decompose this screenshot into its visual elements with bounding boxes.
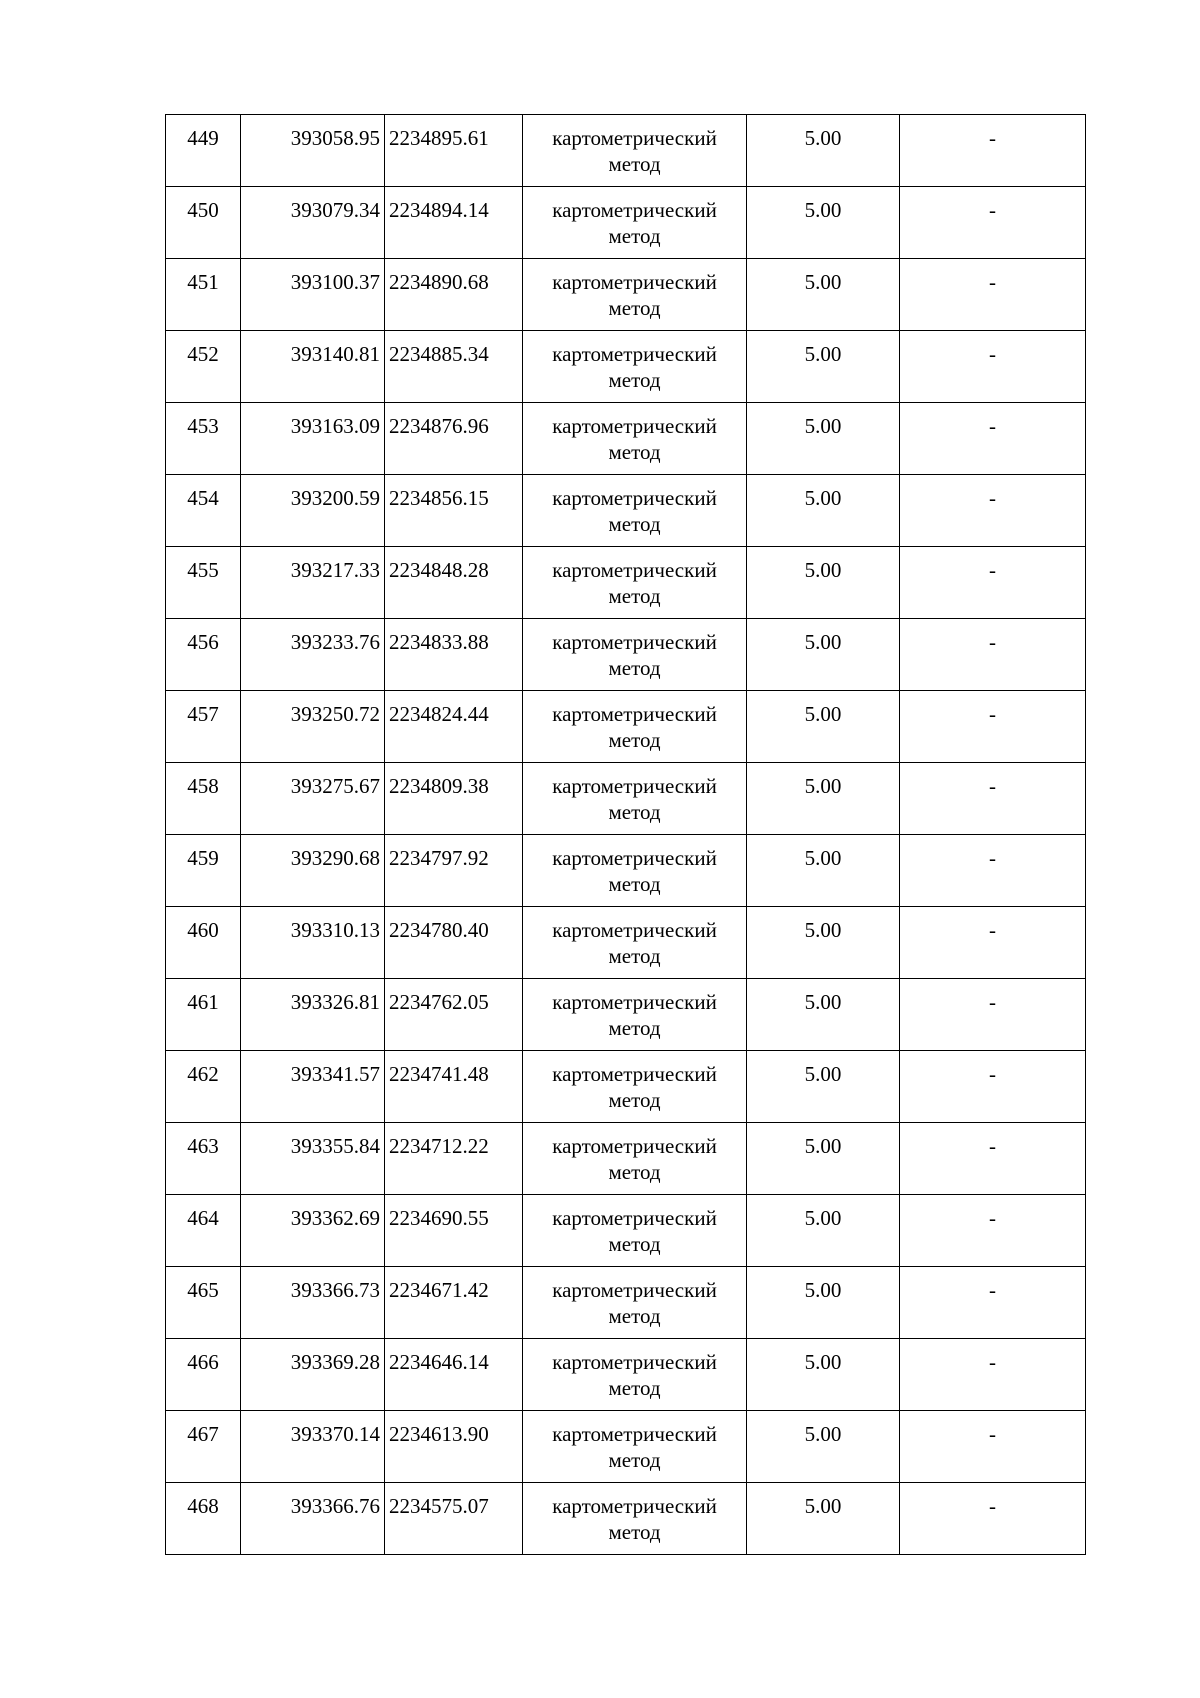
x-coordinate-cell: 393362.69 bbox=[241, 1195, 385, 1267]
extra-cell: - bbox=[900, 475, 1086, 547]
x-coordinate-cell: 393310.13 bbox=[241, 907, 385, 979]
precision-cell: 5.00 bbox=[747, 979, 900, 1051]
x-coordinate-cell: 393290.68 bbox=[241, 835, 385, 907]
method-line-1: картометрический bbox=[552, 342, 717, 366]
extra-cell: - bbox=[900, 331, 1086, 403]
extra-cell: - bbox=[900, 1195, 1086, 1267]
y-coordinate-cell: 2234575.07 bbox=[385, 1483, 523, 1555]
method-line-1: картометрический bbox=[552, 198, 717, 222]
y-coordinate-cell: 2234646.14 bbox=[385, 1339, 523, 1411]
method-cell bbox=[523, 691, 747, 763]
x-coordinate-cell: 393200.59 bbox=[241, 475, 385, 547]
method-line-1: картометрический bbox=[552, 774, 717, 798]
y-coordinate-cell: 2234895.61 bbox=[385, 115, 523, 187]
method-line-1: картометрический bbox=[552, 558, 717, 582]
method-line-1: картометрический bbox=[552, 126, 717, 150]
point-number-cell: 468 bbox=[166, 1483, 241, 1555]
table-row bbox=[166, 1339, 1086, 1411]
table-row bbox=[166, 259, 1086, 331]
method-line-2: метод bbox=[608, 1376, 661, 1400]
method-line-2: метод bbox=[608, 1232, 661, 1256]
method-cell bbox=[523, 1051, 747, 1123]
extra-cell: - bbox=[900, 1051, 1086, 1123]
method-line-1: картометрический bbox=[552, 630, 717, 654]
point-number-cell: 466 bbox=[166, 1339, 241, 1411]
y-coordinate-cell: 2234809.38 bbox=[385, 763, 523, 835]
method-line-2: метод bbox=[608, 800, 661, 824]
x-coordinate-cell: 393250.72 bbox=[241, 691, 385, 763]
precision-cell: 5.00 bbox=[747, 331, 900, 403]
method-line-1: картометрический bbox=[552, 702, 717, 726]
method-cell bbox=[523, 1339, 747, 1411]
y-coordinate-cell: 2234856.15 bbox=[385, 475, 523, 547]
method-cell bbox=[523, 1123, 747, 1195]
method-line-1: картометрический bbox=[552, 1422, 717, 1446]
method-cell bbox=[523, 1411, 747, 1483]
point-number-cell: 453 bbox=[166, 403, 241, 475]
y-coordinate-cell: 2234894.14 bbox=[385, 187, 523, 259]
method-line-2: метод bbox=[608, 728, 661, 752]
method-line-1: картометрический bbox=[552, 486, 717, 510]
point-number-cell: 467 bbox=[166, 1411, 241, 1483]
method-line-2: метод bbox=[608, 512, 661, 536]
table-row bbox=[166, 547, 1086, 619]
method-line-2: метод bbox=[608, 368, 661, 392]
y-coordinate-cell: 2234762.05 bbox=[385, 979, 523, 1051]
point-number-cell: 458 bbox=[166, 763, 241, 835]
table-row bbox=[166, 187, 1086, 259]
method-line-2: метод bbox=[608, 1448, 661, 1472]
point-number-cell: 451 bbox=[166, 259, 241, 331]
y-coordinate-cell: 2234780.40 bbox=[385, 907, 523, 979]
table-row bbox=[166, 691, 1086, 763]
method-cell bbox=[523, 619, 747, 691]
precision-cell: 5.00 bbox=[747, 475, 900, 547]
extra-cell: - bbox=[900, 403, 1086, 475]
point-number-cell: 460 bbox=[166, 907, 241, 979]
table-body bbox=[166, 115, 1086, 1555]
precision-cell: 5.00 bbox=[747, 259, 900, 331]
table-row bbox=[166, 331, 1086, 403]
table-row bbox=[166, 115, 1086, 187]
method-line-1: картометрический bbox=[552, 1278, 717, 1302]
point-number-cell: 452 bbox=[166, 331, 241, 403]
method-line-1: картометрический bbox=[552, 846, 717, 870]
method-cell bbox=[523, 403, 747, 475]
method-cell bbox=[523, 1267, 747, 1339]
point-number-cell: 457 bbox=[166, 691, 241, 763]
precision-cell: 5.00 bbox=[747, 907, 900, 979]
method-cell bbox=[523, 763, 747, 835]
y-coordinate-cell: 2234712.22 bbox=[385, 1123, 523, 1195]
y-coordinate-cell: 2234671.42 bbox=[385, 1267, 523, 1339]
extra-cell: - bbox=[900, 691, 1086, 763]
y-coordinate-cell: 2234890.68 bbox=[385, 259, 523, 331]
x-coordinate-cell: 393275.67 bbox=[241, 763, 385, 835]
point-number-cell: 459 bbox=[166, 835, 241, 907]
method-cell bbox=[523, 331, 747, 403]
point-number-cell: 463 bbox=[166, 1123, 241, 1195]
precision-cell: 5.00 bbox=[747, 1339, 900, 1411]
method-cell bbox=[523, 1483, 747, 1555]
extra-cell: - bbox=[900, 619, 1086, 691]
table-row bbox=[166, 1267, 1086, 1339]
point-number-cell: 462 bbox=[166, 1051, 241, 1123]
x-coordinate-cell: 393233.76 bbox=[241, 619, 385, 691]
extra-cell: - bbox=[900, 907, 1086, 979]
method-line-2: метод bbox=[608, 872, 661, 896]
table-row bbox=[166, 1195, 1086, 1267]
extra-cell: - bbox=[900, 259, 1086, 331]
method-line-2: метод bbox=[608, 1016, 661, 1040]
method-cell bbox=[523, 115, 747, 187]
point-number-cell: 456 bbox=[166, 619, 241, 691]
y-coordinate-cell: 2234824.44 bbox=[385, 691, 523, 763]
method-line-1: картометрический bbox=[552, 270, 717, 294]
x-coordinate-cell: 393326.81 bbox=[241, 979, 385, 1051]
method-line-2: метод bbox=[608, 296, 661, 320]
table-row bbox=[166, 979, 1086, 1051]
x-coordinate-cell: 393370.14 bbox=[241, 1411, 385, 1483]
precision-cell: 5.00 bbox=[747, 1051, 900, 1123]
table-row bbox=[166, 1483, 1086, 1555]
y-coordinate-cell: 2234876.96 bbox=[385, 403, 523, 475]
x-coordinate-cell: 393140.81 bbox=[241, 331, 385, 403]
extra-cell: - bbox=[900, 1267, 1086, 1339]
table-row bbox=[166, 907, 1086, 979]
point-number-cell: 455 bbox=[166, 547, 241, 619]
y-coordinate-cell: 2234833.88 bbox=[385, 619, 523, 691]
extra-cell: - bbox=[900, 1339, 1086, 1411]
y-coordinate-cell: 2234797.92 bbox=[385, 835, 523, 907]
method-cell bbox=[523, 907, 747, 979]
x-coordinate-cell: 393163.09 bbox=[241, 403, 385, 475]
x-coordinate-cell: 393369.28 bbox=[241, 1339, 385, 1411]
extra-cell: - bbox=[900, 763, 1086, 835]
x-coordinate-cell: 393058.95 bbox=[241, 115, 385, 187]
method-line-1: картометрический bbox=[552, 414, 717, 438]
table-row bbox=[166, 1411, 1086, 1483]
x-coordinate-cell: 393355.84 bbox=[241, 1123, 385, 1195]
x-coordinate-cell: 393366.76 bbox=[241, 1483, 385, 1555]
method-line-1: картометрический bbox=[552, 1206, 717, 1230]
method-line-2: метод bbox=[608, 1520, 661, 1544]
method-cell bbox=[523, 187, 747, 259]
extra-cell: - bbox=[900, 979, 1086, 1051]
method-line-1: картометрический bbox=[552, 1062, 717, 1086]
table-row bbox=[166, 475, 1086, 547]
y-coordinate-cell: 2234848.28 bbox=[385, 547, 523, 619]
extra-cell: - bbox=[900, 1483, 1086, 1555]
table-row bbox=[166, 403, 1086, 475]
x-coordinate-cell: 393341.57 bbox=[241, 1051, 385, 1123]
table-row bbox=[166, 835, 1086, 907]
method-cell bbox=[523, 979, 747, 1051]
precision-cell: 5.00 bbox=[747, 187, 900, 259]
y-coordinate-cell: 2234885.34 bbox=[385, 331, 523, 403]
precision-cell: 5.00 bbox=[747, 619, 900, 691]
method-line-1: картометрический bbox=[552, 990, 717, 1014]
point-number-cell: 464 bbox=[166, 1195, 241, 1267]
method-line-2: метод bbox=[608, 440, 661, 464]
extra-cell: - bbox=[900, 1411, 1086, 1483]
point-number-cell: 450 bbox=[166, 187, 241, 259]
method-line-2: метод bbox=[608, 152, 661, 176]
table-row bbox=[166, 619, 1086, 691]
precision-cell: 5.00 bbox=[747, 403, 900, 475]
extra-cell: - bbox=[900, 835, 1086, 907]
precision-cell: 5.00 bbox=[747, 547, 900, 619]
method-cell bbox=[523, 475, 747, 547]
method-line-2: метод bbox=[608, 1304, 661, 1328]
extra-cell: - bbox=[900, 187, 1086, 259]
extra-cell: - bbox=[900, 547, 1086, 619]
precision-cell: 5.00 bbox=[747, 1195, 900, 1267]
y-coordinate-cell: 2234690.55 bbox=[385, 1195, 523, 1267]
method-line-2: метод bbox=[608, 584, 661, 608]
method-line-1: картометрический bbox=[552, 1350, 717, 1374]
x-coordinate-cell: 393100.37 bbox=[241, 259, 385, 331]
method-line-2: метод bbox=[608, 1160, 661, 1184]
point-number-cell: 454 bbox=[166, 475, 241, 547]
precision-cell: 5.00 bbox=[747, 763, 900, 835]
method-line-2: метод bbox=[608, 1088, 661, 1112]
point-number-cell: 449 bbox=[166, 115, 241, 187]
precision-cell: 5.00 bbox=[747, 691, 900, 763]
x-coordinate-cell: 393217.33 bbox=[241, 547, 385, 619]
point-number-cell: 465 bbox=[166, 1267, 241, 1339]
x-coordinate-cell: 393079.34 bbox=[241, 187, 385, 259]
x-coordinate-cell: 393366.73 bbox=[241, 1267, 385, 1339]
table-row bbox=[166, 1123, 1086, 1195]
method-line-1: картометрический bbox=[552, 1494, 717, 1518]
method-cell bbox=[523, 835, 747, 907]
precision-cell: 5.00 bbox=[747, 1123, 900, 1195]
method-cell bbox=[523, 547, 747, 619]
method-line-2: метод bbox=[608, 224, 661, 248]
precision-cell: 5.00 bbox=[747, 835, 900, 907]
extra-cell: - bbox=[900, 1123, 1086, 1195]
extra-cell: - bbox=[900, 115, 1086, 187]
y-coordinate-cell: 2234741.48 bbox=[385, 1051, 523, 1123]
method-line-2: метод bbox=[608, 944, 661, 968]
table-row bbox=[166, 763, 1086, 835]
method-cell bbox=[523, 259, 747, 331]
precision-cell: 5.00 bbox=[747, 115, 900, 187]
method-cell bbox=[523, 1195, 747, 1267]
table-row bbox=[166, 1051, 1086, 1123]
precision-cell: 5.00 bbox=[747, 1411, 900, 1483]
y-coordinate-cell: 2234613.90 bbox=[385, 1411, 523, 1483]
coordinates-table bbox=[165, 114, 1086, 1555]
method-line-2: метод bbox=[608, 656, 661, 680]
precision-cell: 5.00 bbox=[747, 1267, 900, 1339]
point-number-cell: 461 bbox=[166, 979, 241, 1051]
precision-cell: 5.00 bbox=[747, 1483, 900, 1555]
method-line-1: картометрический bbox=[552, 918, 717, 942]
method-line-1: картометрический bbox=[552, 1134, 717, 1158]
